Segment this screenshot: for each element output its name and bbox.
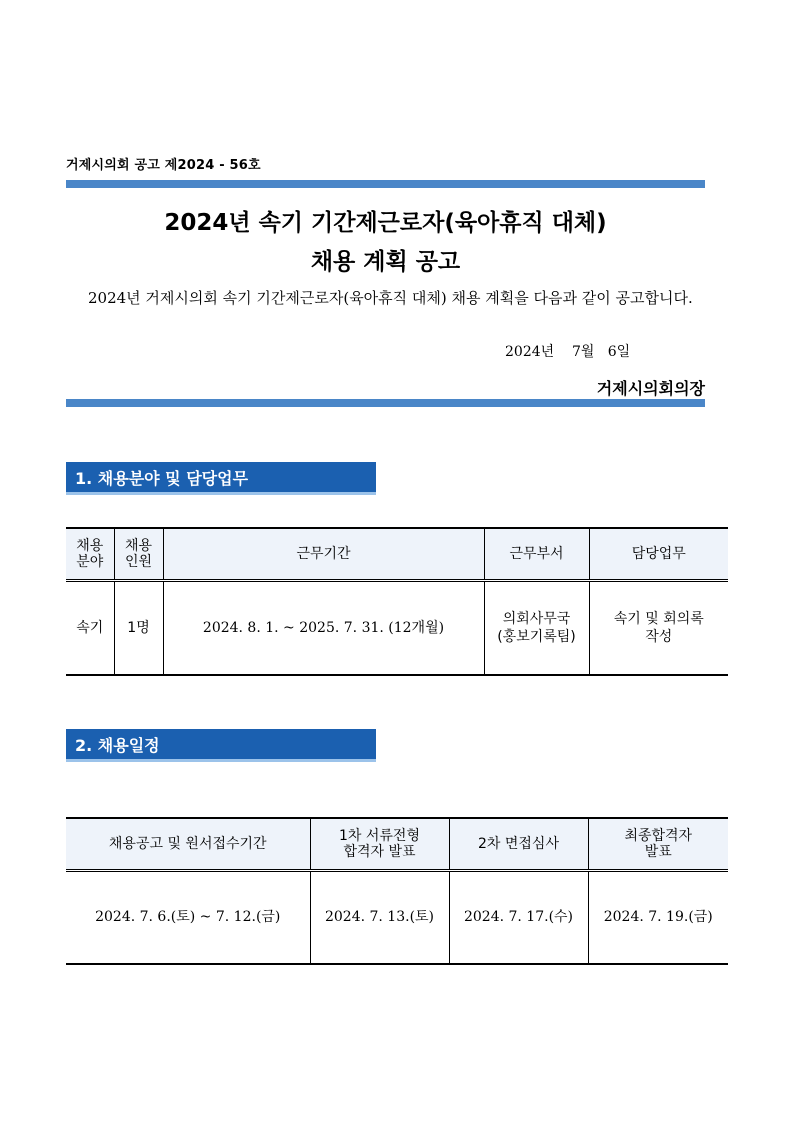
cell-first-round: 2024. 7. 13.(토) bbox=[310, 870, 449, 964]
notice-number: 거제시의회 공고 제2024 - 56호 bbox=[66, 158, 261, 173]
table-row bbox=[66, 870, 728, 964]
page-title-line1: 2024년 속기 기간제근로자(육아휴직 대체) bbox=[164, 210, 607, 236]
header-count: 채용 인원 bbox=[114, 528, 163, 580]
top-rule bbox=[66, 180, 705, 188]
cell-final-result: 2024. 7. 19.(금) bbox=[588, 870, 728, 964]
signer: 거제시의회의장 bbox=[596, 379, 705, 398]
section2-heading: 2. 채용일정 bbox=[66, 729, 376, 762]
cell-dept: 의회사무국 (홍보기록팀) bbox=[484, 580, 589, 675]
header-period: 근무기간 bbox=[163, 528, 484, 580]
intro-paragraph: 2024년 거제시의회 속기 기간제근로자(육아휴직 대체) 채용 계획을 다음과 같이 공고합니다. bbox=[88, 289, 693, 307]
header-dept: 근무부서 bbox=[484, 528, 589, 580]
section1-heading: 1. 채용분야 및 담당업무 bbox=[66, 462, 376, 495]
header-duty: 담당업무 bbox=[589, 528, 728, 580]
header-field: 채용 분야 bbox=[66, 528, 114, 580]
cell-count: 1명 bbox=[114, 580, 163, 675]
schedule-table bbox=[66, 817, 728, 965]
notice-date: 2024년 7월 6일 bbox=[505, 344, 631, 360]
cell-second-round: 2024. 7. 17.(수) bbox=[449, 870, 588, 964]
cell-period: 2024. 8. 1. ~ 2025. 7. 31. (12개월) bbox=[163, 580, 484, 675]
header-notice-period: 채용공고 및 원서접수기간 bbox=[66, 818, 310, 870]
header-first-round: 1차 서류전형 합격자 발표 bbox=[310, 818, 449, 870]
header-second-round: 2차 면접심사 bbox=[449, 818, 588, 870]
recruitment-field-table bbox=[66, 527, 728, 676]
cell-duty: 속기 및 회의록 작성 bbox=[589, 580, 728, 675]
page-title-line2: 채용 계획 공고 bbox=[310, 249, 461, 275]
cell-field: 속기 bbox=[66, 580, 114, 675]
cell-notice-period: 2024. 7. 6.(토) ~ 7. 12.(금) bbox=[66, 870, 310, 964]
table-row bbox=[66, 580, 728, 675]
bottom-rule bbox=[66, 399, 705, 407]
header-final-result: 최종합격자 발표 bbox=[588, 818, 728, 870]
